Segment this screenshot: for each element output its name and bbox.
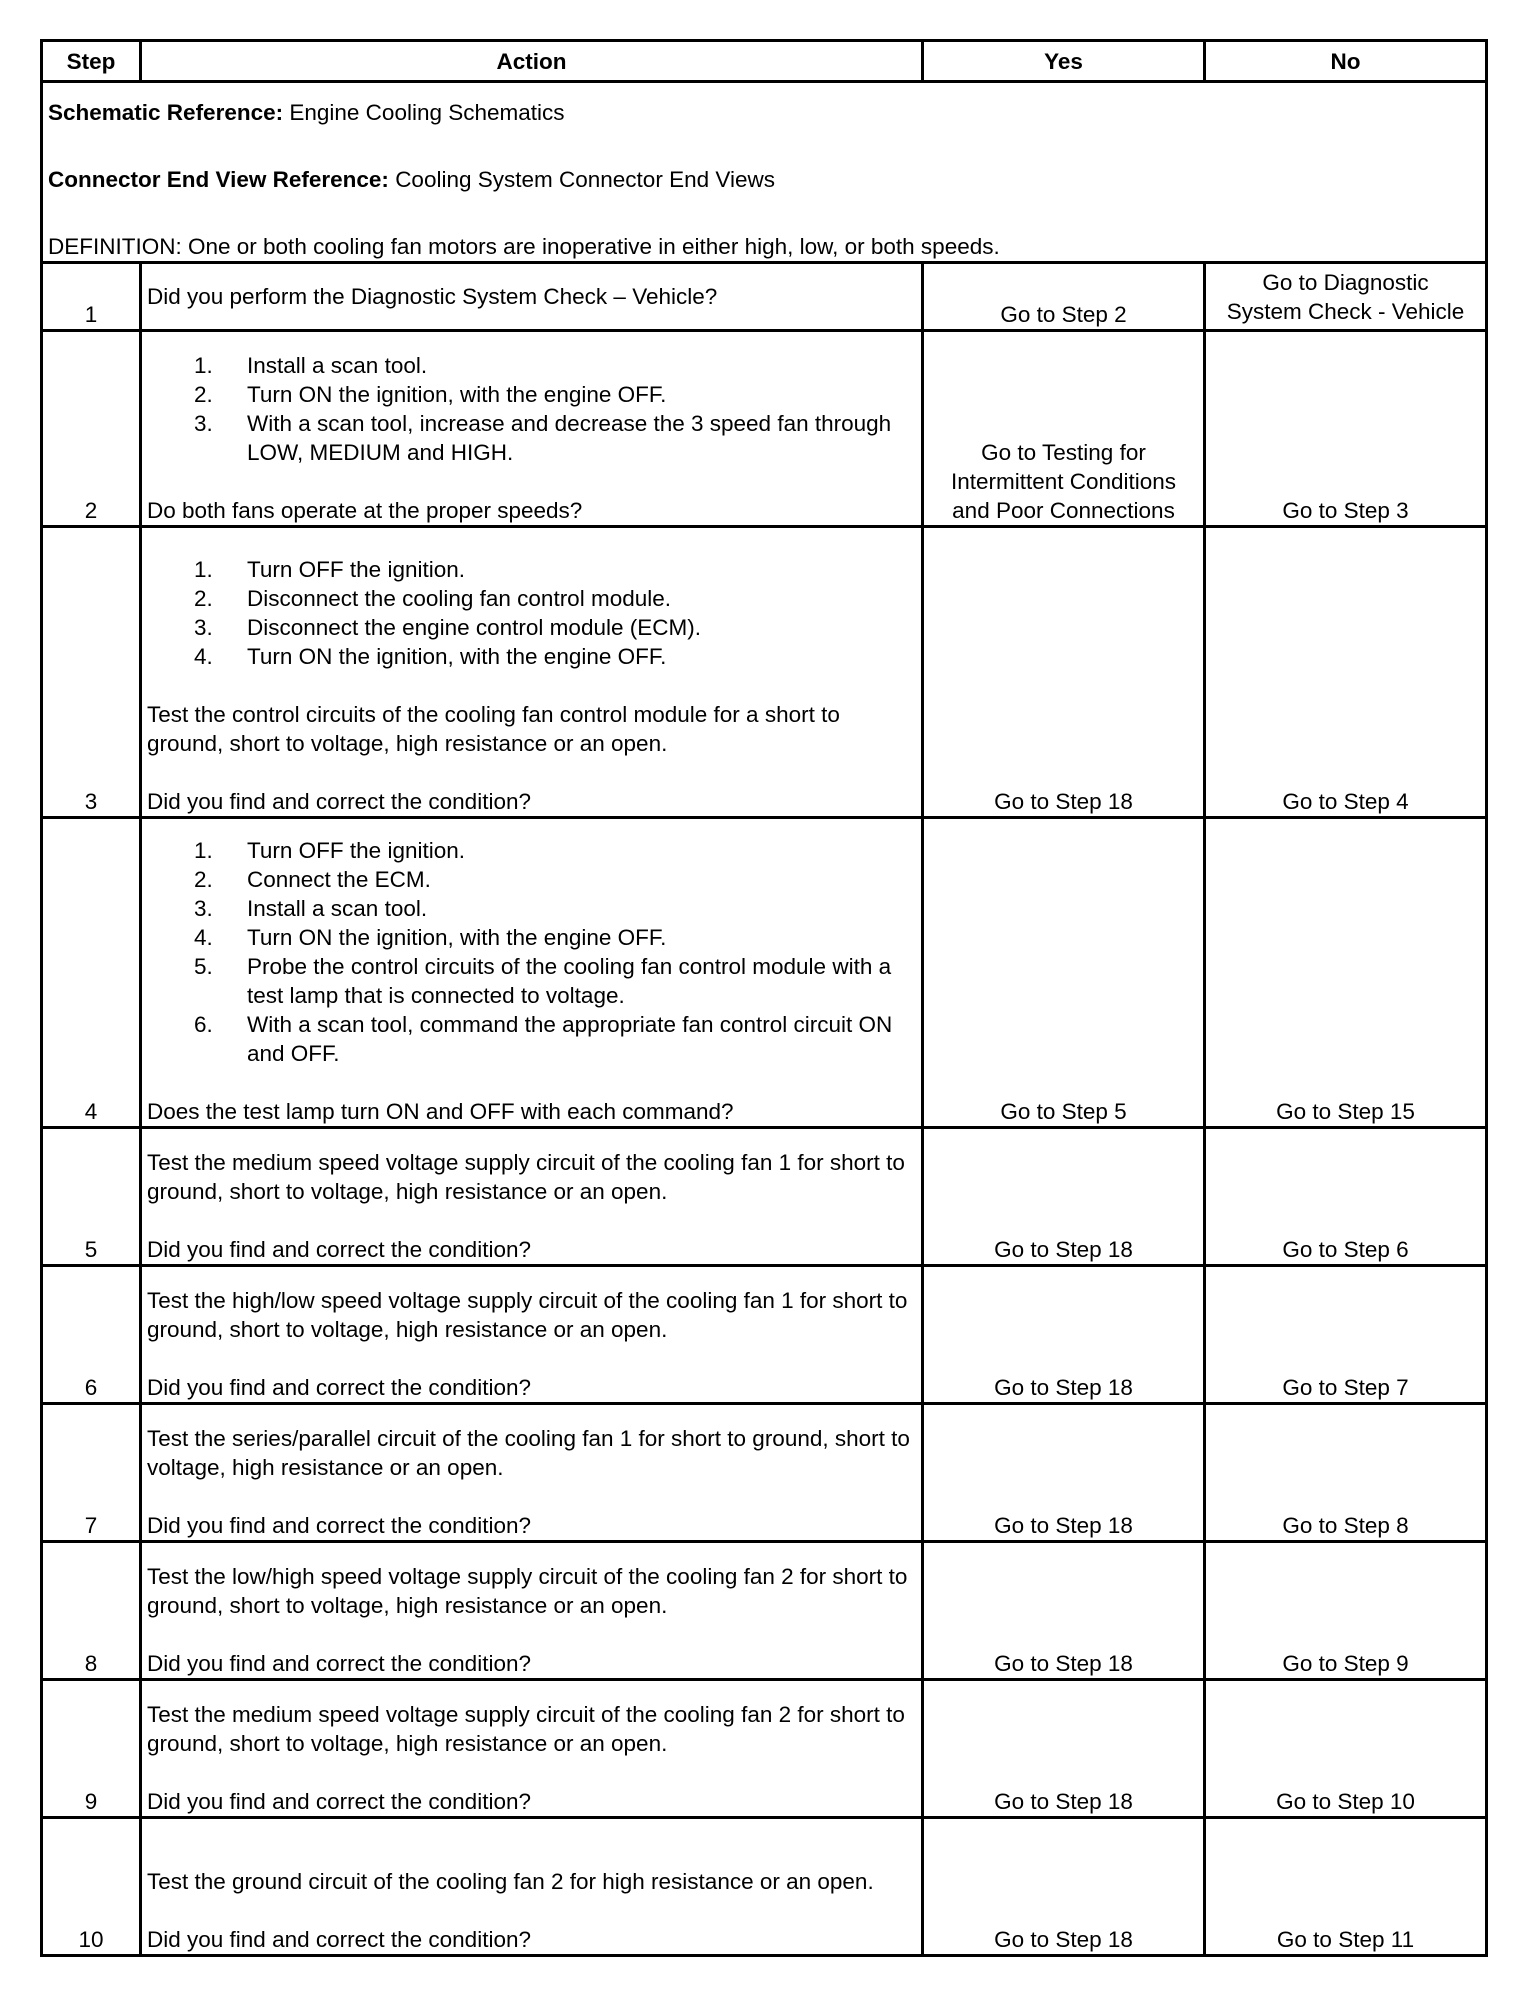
spacer — [147, 1068, 916, 1097]
spacer — [147, 758, 916, 787]
header-step: Step — [42, 41, 141, 82]
no-cell[interactable]: Go to Step 4 — [1205, 527, 1487, 818]
action-cell — [141, 1404, 923, 1542]
action-text: Test the low/high speed voltage supply circuit of the cooling fan 2 for short to ground, short to voltage, high resistance or an open. — [147, 1564, 908, 1618]
reference-cell — [42, 82, 1487, 263]
action-cell — [141, 331, 923, 527]
yes-cell[interactable]: Go to Step 18 — [923, 1818, 1205, 1956]
action-question: Did you find and correct the condition? — [147, 1651, 531, 1676]
action-cell — [141, 1818, 923, 1956]
step-number: 9 — [42, 1680, 141, 1818]
connector-reference — [48, 165, 1480, 194]
step-number: 1 — [42, 263, 141, 331]
spacer — [147, 1344, 916, 1373]
action-text: Test the control circuits of the cooling fan control module for a short to ground, short to voltage, high resistance or an open. — [147, 702, 840, 756]
action-steps — [147, 836, 916, 1068]
spacer — [147, 671, 916, 700]
no-line: System Check - Vehicle — [1226, 298, 1465, 324]
no-cell[interactable]: Go to Step 3 — [1205, 331, 1487, 527]
yes-cell[interactable]: Go to Step 18 — [923, 1266, 1205, 1404]
list-item: 1. Install a scan tool. — [194, 353, 428, 378]
action-steps — [147, 351, 916, 467]
list-item: 5. Probe the control circuits of the cooling fan control module with a test lamp that is connected to voltage. — [194, 954, 892, 1008]
no-cell[interactable]: Go to Step 8 — [1205, 1404, 1487, 1542]
schematic-reference-link[interactable]: Engine Cooling Schematics — [289, 100, 565, 125]
list-item: 3. Install a scan tool. — [194, 896, 428, 921]
table-row — [42, 1266, 1487, 1404]
action-text: Test the series/parallel circuit of the cooling fan 1 for short to ground, short to voltage, high resistance or an open. — [147, 1426, 910, 1480]
no-cell[interactable]: Go to Step 10 — [1205, 1680, 1487, 1818]
no-cell[interactable] — [1205, 263, 1487, 331]
action-question: Did you find and correct the condition? — [147, 1237, 531, 1262]
no-cell[interactable]: Go to Step 15 — [1205, 818, 1487, 1128]
yes-cell[interactable]: Go to Step 5 — [923, 818, 1205, 1128]
reference-row — [42, 82, 1487, 263]
list-item: 3. With a scan tool, increase and decrease the 3 speed fan through LOW, MEDIUM and HIGH. — [194, 411, 892, 465]
step-number: 2 — [42, 331, 141, 527]
yes-cell[interactable] — [923, 331, 1205, 527]
table-row — [42, 1404, 1487, 1542]
action-cell — [141, 1542, 923, 1680]
table-row — [42, 331, 1487, 527]
action-question: Did you find and correct the condition? — [147, 1513, 531, 1538]
step-number: 6 — [42, 1266, 141, 1404]
table-row — [42, 1680, 1487, 1818]
action-cell — [141, 1266, 923, 1404]
action-text: Test the medium speed voltage supply circuit of the cooling fan 1 for short to ground, short to voltage, high resistance or an open. — [147, 1150, 905, 1204]
action-question: Does the test lamp turn ON and OFF with each command? — [147, 1099, 734, 1124]
yes-line: Intermittent Conditions — [950, 469, 1177, 494]
spacer — [147, 1758, 916, 1787]
list-item: 1. Turn OFF the ignition. — [194, 557, 466, 582]
action-text: Test the high/low speed voltage supply circuit of the cooling fan 1 for short to ground, short to voltage, high resistance or an open. — [147, 1288, 908, 1342]
spacer — [147, 1896, 916, 1925]
diagnostic-table — [40, 39, 1488, 1957]
no-line: Go to Diagnostic — [1262, 269, 1429, 295]
spacer — [147, 1206, 916, 1235]
no-cell[interactable]: Go to Step 9 — [1205, 1542, 1487, 1680]
header-row — [42, 41, 1487, 82]
schematic-reference — [48, 98, 1480, 127]
step-number: 10 — [42, 1818, 141, 1956]
list-item: 2. Disconnect the cooling fan control module. — [194, 586, 671, 611]
yes-line: Go to Testing for — [981, 440, 1146, 465]
connector-reference-link[interactable]: Cooling System Connector End Views — [395, 167, 775, 192]
action-cell — [141, 263, 923, 331]
list-item: 2. Turn ON the ignition, with the engine OFF. — [194, 382, 667, 407]
list-item: 6. With a scan tool, command the appropriate fan control circuit ON and OFF. — [194, 1012, 893, 1066]
action-cell — [141, 1128, 923, 1266]
action-question: Did you find and correct the condition? — [147, 1927, 531, 1952]
no-cell[interactable]: Go to Step 7 — [1205, 1266, 1487, 1404]
yes-cell[interactable]: Go to Step 18 — [923, 527, 1205, 818]
header-yes: Yes — [923, 41, 1205, 82]
action-question: Do both fans operate at the proper speeds? — [147, 498, 583, 523]
step-number: 4 — [42, 818, 141, 1128]
list-item: 4. Turn ON the ignition, with the engine OFF. — [194, 925, 667, 950]
step-number: 8 — [42, 1542, 141, 1680]
table-row — [42, 527, 1487, 818]
step-number: 5 — [42, 1128, 141, 1266]
table-row — [42, 1542, 1487, 1680]
action-question: Did you perform the Diagnostic System Check – Vehicle? — [147, 284, 718, 309]
action-question: Did you find and correct the condition? — [147, 1375, 531, 1400]
step-number: 7 — [42, 1404, 141, 1542]
no-cell[interactable]: Go to Step 6 — [1205, 1128, 1487, 1266]
action-text: Test the ground circuit of the cooling fan 2 for high resistance or an open. — [147, 1869, 874, 1894]
action-cell — [141, 1680, 923, 1818]
spacer — [147, 1620, 916, 1649]
definition-text: DEFINITION: One or both cooling fan motors are inoperative in either high, low, or both speeds. — [48, 234, 1000, 259]
table-row — [42, 1128, 1487, 1266]
action-text: Test the medium speed voltage supply circuit of the cooling fan 2 for short to ground, short to voltage, high resistance or an open. — [147, 1702, 905, 1756]
schematic-reference-label: Schematic Reference: — [48, 100, 284, 125]
action-cell — [141, 527, 923, 818]
yes-cell[interactable]: Go to Step 18 — [923, 1404, 1205, 1542]
header-no: No — [1205, 41, 1487, 82]
yes-cell[interactable]: Go to Step 2 — [923, 263, 1205, 331]
action-question: Did you find and correct the condition? — [147, 1789, 531, 1814]
list-item: 2. Connect the ECM. — [194, 867, 431, 892]
header-action: Action — [141, 41, 923, 82]
spacer — [147, 1482, 916, 1511]
yes-line: and Poor Connections — [952, 498, 1175, 523]
list-item: 1. Turn OFF the ignition. — [194, 838, 466, 863]
table-row — [42, 818, 1487, 1128]
yes-cell[interactable]: Go to Step 18 — [923, 1542, 1205, 1680]
no-cell[interactable]: Go to Step 11 — [1205, 1818, 1487, 1956]
spacer — [147, 467, 916, 496]
list-item: 4. Turn ON the ignition, with the engine OFF. — [194, 644, 667, 669]
action-cell — [141, 818, 923, 1128]
action-steps — [147, 555, 916, 671]
list-item: 3. Disconnect the engine control module (ECM). — [194, 615, 701, 640]
connector-reference-label: Connector End View Reference: — [48, 167, 389, 192]
yes-cell[interactable]: Go to Step 18 — [923, 1680, 1205, 1818]
table-row — [42, 263, 1487, 331]
yes-cell[interactable]: Go to Step 18 — [923, 1128, 1205, 1266]
step-number: 3 — [42, 527, 141, 818]
table-row — [42, 1818, 1487, 1956]
action-question: Did you find and correct the condition? — [147, 789, 531, 814]
